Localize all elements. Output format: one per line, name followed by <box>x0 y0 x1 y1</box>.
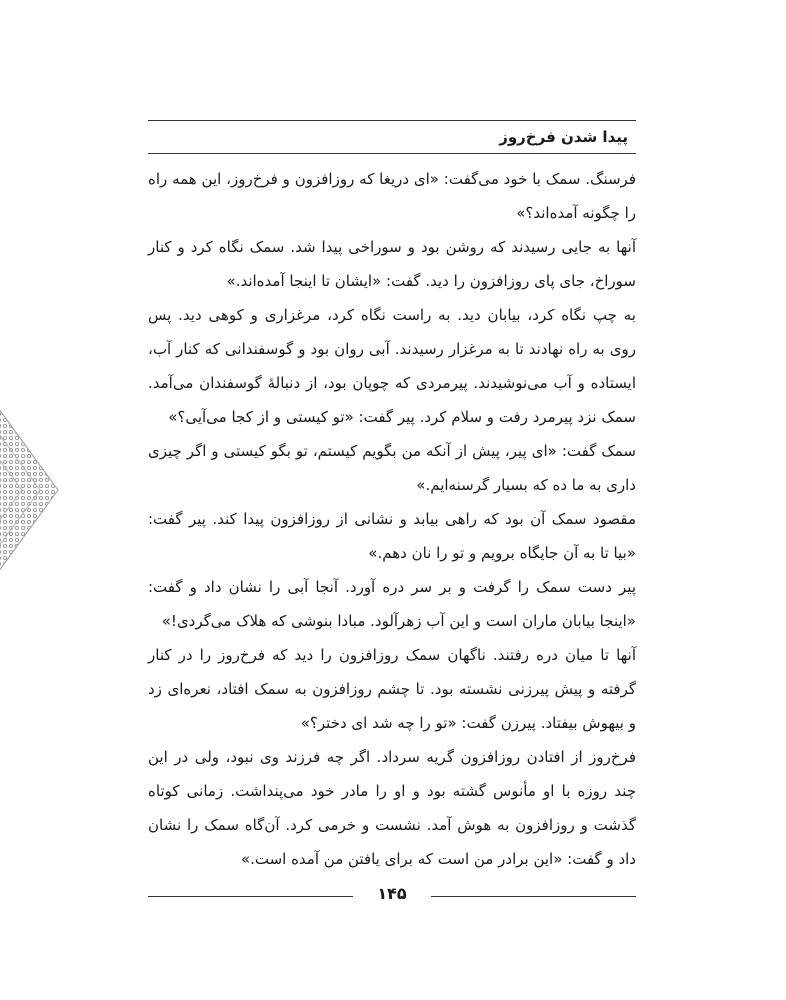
header-bottom-rule <box>148 153 636 154</box>
paragraph: فرخ‌روز از افتادن روزافزون گریه سرداد. اگر چه فرزند وی نبود، ولی در این چند روزه با او مأنوس گشته بود و او را مادر خود می‌پنداشت. زمانی کوتاه گذشت و روزافزون به هوش آمد. نشست و خرمی کرد. آن‌گاه سمک را نشان داد و گفت: «این برادر من است که برای یافتن من آمده است.» <box>148 748 636 868</box>
paragraph: سمک گفت: «ای پیر، پیش از آنکه من بگویم کیستم، تو بگو کیستی و اگر چیزی داری به ما ده که بسیار گرسنه‌ایم.» <box>148 442 636 494</box>
body-text <box>148 162 636 876</box>
running-header-title: پیدا شدن فرخ‌روز <box>499 128 628 146</box>
decorative-ornament-icon <box>0 405 60 575</box>
footer-rule-right <box>431 896 636 897</box>
paragraph: آنها تا میان دره رفتند. ناگهان سمک روزافزون را دید که فرخ‌روز را در کنار گرفته و پیش پیرزنی نشسته بود. تا چشم روزافزون به سمک افتاد، نعره‌ای زد و بیهوش بیفتاد. پیرزن گفت: «تو را چه شد ای دختر؟» <box>148 646 636 732</box>
paragraph: آنها به جایی رسیدند که روشن بود و سوراخی پیدا شد. سمک نگاه کرد و کنار سوراخ، جای پای روزافزون را دید. گفت: «ایشان تا اینجا آمده‌اند.» <box>148 238 636 290</box>
paragraph: به چپ نگاه کرد، بیابان دید. به راست نگاه کرد، مرغزاری و کوهی دید. پس روی به راه نهادند تا به مرغزار رسیدند. آبی روان بود و گوسفندانی که کنار آب، ایستاده و آب می‌نوشیدند. پیرمردی که چوپان بود، از دنبالهٔ گوسفندان می‌آمد. سمک نزد پیرمرد رفت و سلام کرد. پیر گفت: «تو کیستی و از کجا می‌آیی؟» <box>148 306 636 426</box>
page-footer <box>148 882 636 912</box>
paragraph: پیر دست سمک را گرفت و بر سر دره آورد. آنجا آبی را نشان داد و گفت: «اینجا بیابان ماران است و این آب زهرآلود. مبادا بنوشی که هلاک می‌گردی!» <box>148 578 636 630</box>
paragraph: مقصود سمک آن بود که راهی بیابد و نشانی از روزافزون پیدا کند. پیر گفت: «بیا تا به آن جایگاه برویم و تو را نان دهم.» <box>148 510 636 562</box>
paragraph: فرسنگ. سمک با خود می‌گفت: «ای دریغا که روزافزون و فرخ‌روز، این همه راه را چگونه آمده‌اند؟» <box>148 170 636 222</box>
page-number: ۱۴۵ <box>377 884 407 903</box>
header-top-rule <box>148 120 636 121</box>
